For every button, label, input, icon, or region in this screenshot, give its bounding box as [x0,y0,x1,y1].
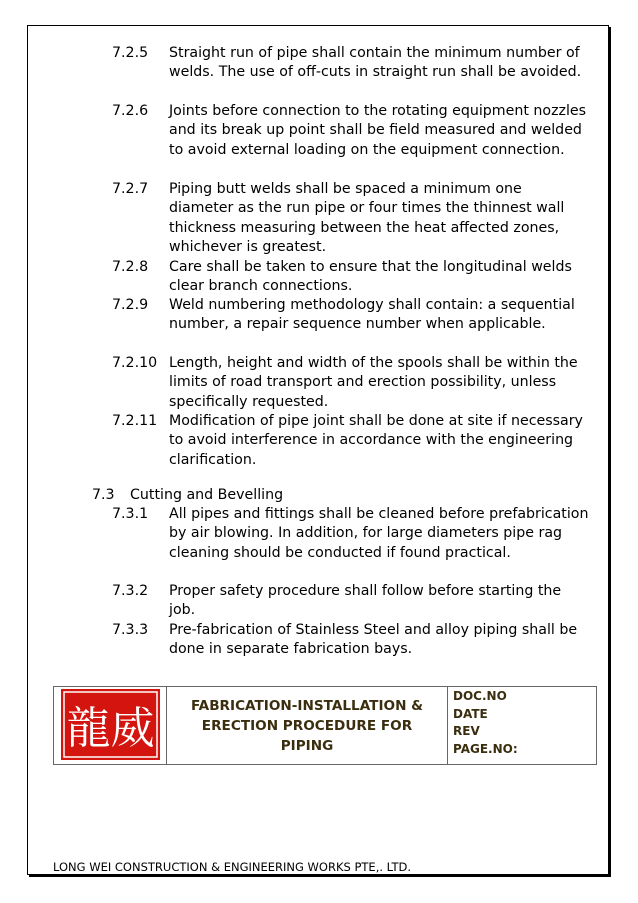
clause-number: 7.2.9 [112,297,149,313]
clause-text: Weld numbering methodology shall contain: a sequential number, a repair sequence number when applicable. [169,297,575,333]
meta-cell [448,687,596,764]
page-no-label: PAGE.NO: [453,741,518,756]
clause-number: 7.3.2 [112,583,149,599]
clause-number: 7.2.11 [112,413,158,429]
clause-number: 7.2.7 [112,181,149,197]
section-number: 7.3 [92,487,115,503]
document-control-table [53,686,597,765]
clause-number: 7.3.3 [112,622,149,638]
company-logo [61,689,160,760]
clause-text: Pre-fabrication of Stainless Steel and alloy piping shall be done in separate fabrication bays. [169,622,578,658]
section-heading-7-3 [92,486,283,505]
company-footer: LONG WEI CONSTRUCTION & ENGINEERING WORKS PTE,. LTD. [53,860,412,874]
date-label: DATE [453,706,488,721]
rev-label: REV [453,724,480,738]
clause-text: Care shall be taken to ensure that the longitudinal welds clear branch connections. [169,259,572,295]
clause-text: Length, height and width of the spools shall be within the limits of road transport and erection possibility, unless specifically requested. [169,355,578,410]
title-cell [167,687,448,764]
clause-text: Piping butt welds shall be spaced a minimum one diameter as the run pipe or four times the thinnest wall thickness measuring between the heat affected zones, whichever is greatest. [169,181,565,255]
clause-text: Proper safety procedure shall follow before starting the job. [169,583,562,619]
section-title: Cutting and Bevelling [130,487,284,503]
logo-cell [54,687,167,764]
doc-no-label: DOC.NO [453,689,507,703]
clause-number: 7.3.1 [112,506,149,522]
clause-text: Modification of pipe joint shall be done at site if necessary to avoid interference in accordance with the engineering clarification. [169,413,583,468]
clause-number: 7.2.6 [112,103,149,119]
clause-number: 7.2.8 [112,259,149,275]
logo-characters: 龍威 [66,703,155,754]
clause-text: All pipes and fittings shall be cleaned before prefabrication by air blowing. In addition, for large diameters pipe rag cleaning should be conducted if found practical. [169,506,589,561]
logo-seal-icon [61,689,160,760]
clause-number: 7.2.10 [112,355,158,371]
document-title: FABRICATION-INSTALLATION & ERECTION PROCEDURE FOR PIPING [190,697,424,754]
clause-number: 7.2.5 [112,45,149,61]
clause-text: Straight run of pipe shall contain the minimum number of welds. The use of off-cuts in straight run shall be avoided. [169,45,582,81]
clause-text: Joints before connection to the rotating equipment nozzles and its break up point shall be field measured and welded to avoid external loading on the equipment connection. [169,103,587,158]
